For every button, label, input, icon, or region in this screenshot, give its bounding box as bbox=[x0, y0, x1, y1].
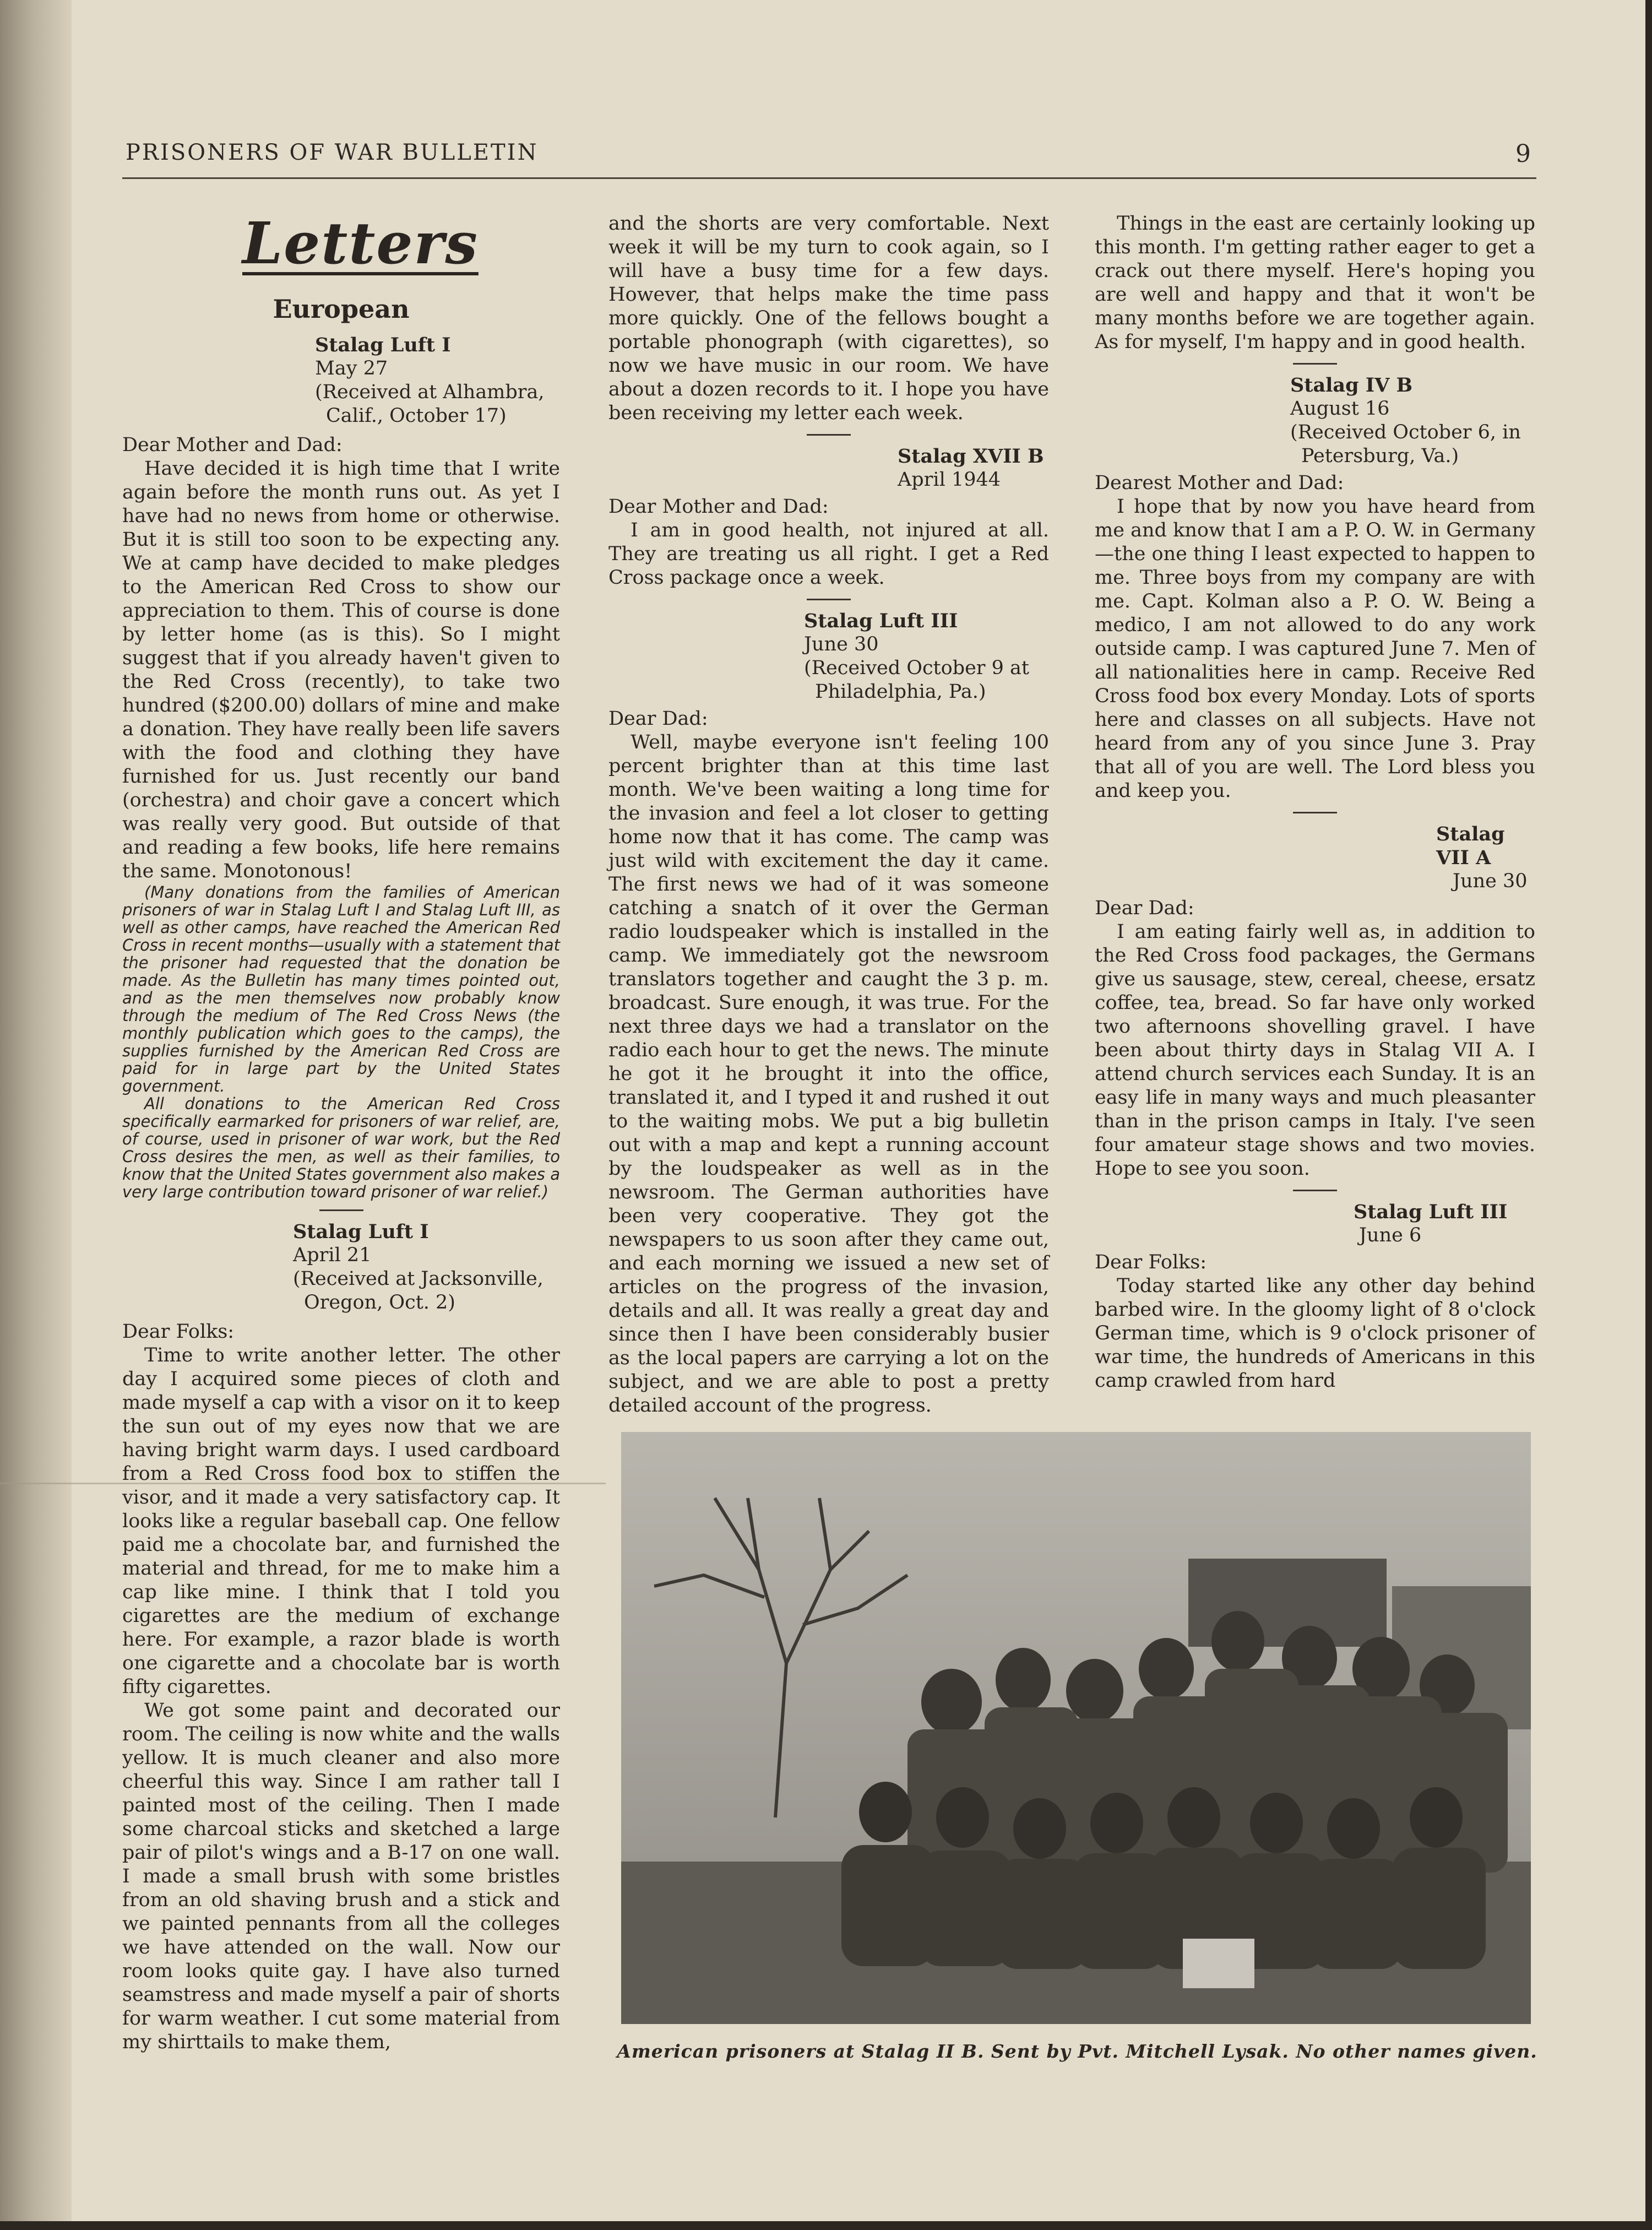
camp-name: Stalag Luft III bbox=[804, 610, 958, 632]
letter-body: Well, maybe everyone isn't feeling 100 percent brighter than at this time last month. We've been waiting a long time for the invasion and feel a lot closer to getting home now that it has come. The camp was just wild with excitement the day it came. The first news we had of it was someone catching a snatch of it over the German radio loudspeaker which is installed in the camp. We immediately got the newsroom translators together and caught the 3 p. m. broadcast. Sure enough, it was true. For the next three days we had a translator on the radio each hour to get the news. The minute he got it he brought it into the office, translated it, and I typed it and rushed it out to the waiting mobs. We put a big bulletin out with a map and kept a running account by the loudspeaker as well as in the newsroom. The German authorities have been very cooperative. They got the newspapers to us soon after they came out, and each morning we issued a new set of articles on the progress of the invasion, details and all. It was really a great day and since then I have been considerably busier as the local papers are carrying a lot on the subject, and we are able to post a pretty detailed account of the progress. bbox=[608, 731, 1049, 1417]
separator-rule bbox=[807, 434, 851, 436]
scan-edge bbox=[1645, 0, 1652, 2230]
letter-date: April 1944 bbox=[898, 469, 1001, 491]
letter-date: June 30 bbox=[1453, 870, 1528, 892]
letter-dateline bbox=[608, 444, 1049, 492]
camp-name: Stalag VII A bbox=[1436, 823, 1505, 869]
running-head: PRISONERS OF WAR BULLETIN bbox=[126, 140, 539, 165]
separator-rule bbox=[1293, 812, 1337, 813]
salutation: Dear Mother and Dad: bbox=[608, 496, 829, 518]
photo-illustration bbox=[621, 1432, 1531, 2024]
letter-body: Have decided it is high time that I write again before the month runs out. As yet I have had no news from home or otherwise. But it is still too soon to be expecting any. We at camp have decided to make pledges to the American Red Cross to show our appreciation to them. This of course is done by letter home (as is this). So I might suggest that if you already haven't given to the Red Cross (recently), to take two hundred ($200.00) dollars of mine and make a donation. They have really been life savers with the food and clothing they have furnished for us. Just recently our band (orchestra) and choir gave a concert which was really very good. But outside of that and reading a few books, life here remains the same. Monotonous! bbox=[122, 458, 560, 882]
camp-name: Stalag Luft I bbox=[293, 1220, 429, 1243]
subsection-title: European bbox=[273, 294, 410, 324]
received-line: (Received at Alhambra, bbox=[315, 381, 545, 403]
separator-rule bbox=[1293, 363, 1337, 365]
letter-body: Time to write another letter. The other day I acquired some pieces of cloth and made myself a cap with a visor on it to keep the sun out of my eyes now that we are having bright warm days. I used cardboard from a Red Cross food box to stiffen the visor, and it made a very satisfactory cap. It looks like a regular baseball cap. One fellow paid me a chocolate bar, and furnished the material and thread, for me to make him a cap like mine. I think that I told you cigarettes are the medium of exchange here. For example, a razor blade is worth one cigarette and a chocolate bar is worth fifty cigarettes. bbox=[122, 1344, 560, 1698]
letter-body: and the shorts are very comfortable. Next week it will be my turn to cook again, so I will have a busy time for a few days. However, that helps make the time pass more quickly. One of the fellows bought a portable phonograph (with cigarettes), so now we have music in our room. We have about a dozen records to it. I hope you have been receiving my letter each week. bbox=[608, 213, 1049, 424]
letter-dateline bbox=[122, 1220, 560, 1315]
letter-dateline bbox=[1095, 1200, 1535, 1247]
column-1 bbox=[122, 294, 560, 2054]
salutation: Dearest Mother and Dad: bbox=[1095, 472, 1344, 494]
letter-body: Things in the east are certainly looking up this month. I'm getting rather eager to get a crack out there myself. Here's hoping you are well and happy and that it won't be many months before we are together again. As for myself, I'm happy and in good health. bbox=[1095, 213, 1535, 353]
scan-edge bbox=[0, 2221, 1652, 2230]
received-line: (Received October 6, in bbox=[1290, 421, 1521, 443]
received-line: Calif., October 17) bbox=[326, 405, 507, 427]
salutation: Dear Dad: bbox=[1095, 897, 1194, 919]
column-2 bbox=[608, 212, 1049, 1418]
letter-date: June 30 bbox=[804, 633, 879, 655]
separator-rule bbox=[1293, 1190, 1337, 1191]
letter-body: I am in good health, not injured at all. They are treating us all right. I get a Red Cross package once a week. bbox=[608, 519, 1049, 589]
received-line: Philadelphia, Pa.) bbox=[815, 681, 986, 703]
group-photograph bbox=[621, 1432, 1531, 2024]
camp-name: Stalag XVII B bbox=[898, 445, 1044, 468]
letter-dateline bbox=[1095, 373, 1535, 468]
page-gutter bbox=[0, 0, 72, 2230]
letter-dateline bbox=[608, 609, 1049, 704]
letter-body: We got some paint and decorated our room. The ceiling is now white and the walls yellow. It is much cleaner and also more cheerful this way. Since I am rather tall I painted most of the ceiling. Then I made some charcoal sticks and sketched a large pair of pilot's wings and a B-17 on one wall. I made a small brush with some bristles from an old shaving brush and a stick and we painted pennants from all the colleges we have attended on the wall. Now our room looks quite gay. I have also turned seamstress and made myself a pair of shorts for warm weather. I cut some material from my shirttails to make them, bbox=[122, 1700, 560, 2053]
letter-body: I hope that by now you have heard from me and know that I am a P. O. W. in Germany—the one thing I least expected to happen to me. Three boys from my company are with me. Capt. Kolman also a P. O. W. Being a medico, I am not allowed to do any work outside camp. I was captured June 7. Men of all nationalities here in camp. Receive Red Cross food box every Monday. Lots of sports here and classes on all subjects. Have not heard from any of you since June 3. Pray that all of you are well. The Lord bless you and keep you. bbox=[1095, 496, 1535, 802]
editor-note: (Many donations from the families of American prisoners of war in Stalag Luft I and Stalag Luft III, as well as other camps, have reached the American Red Cross in recent months—usually with a statement that the prisoner had requested that the donation be made. As the Bulletin has many times pointed out, and as the men themselves now probably know through the medium of The Red Cross News (the monthly publication which goes to the camps), the supplies furnished by the American Red Cross are paid for in large part by the United States government. bbox=[122, 883, 560, 1095]
received-line: Oregon, Oct. 2) bbox=[304, 1292, 455, 1314]
salutation: Dear Mother and Dad: bbox=[122, 434, 343, 456]
header-rule bbox=[122, 177, 1536, 179]
editor-note: All donations to the American Red Cross specifically earmarked for prisoners of war relief, are, of course, used in prisoner of war work, but the Red Cross desires the men, as well as their families, to know that the United States government also makes a very large contribution toward prisoner of war relief.) bbox=[122, 1094, 560, 1201]
letter-date: April 21 bbox=[293, 1244, 372, 1266]
received-line: (Received October 9 at bbox=[804, 657, 1029, 679]
photo-caption: American prisoners at Stalag II B. Sent by Pvt. Mitchell Lysak. No other names given. bbox=[617, 2041, 1537, 2062]
camp-name: Stalag Luft III bbox=[1354, 1201, 1508, 1223]
letter-date: June 6 bbox=[1359, 1224, 1422, 1246]
camp-name: Stalag Luft I bbox=[315, 334, 451, 356]
salutation: Dear Folks: bbox=[1095, 1251, 1207, 1273]
column-3 bbox=[1095, 212, 1535, 1393]
salutation: Dear Folks: bbox=[122, 1321, 235, 1343]
letter-dateline bbox=[1095, 822, 1535, 893]
letter-body: I am eating fairly well as, in addition to the Red Cross food packages, the Germans give us sausage, stew, cereal, cheese, ersatz coffee, tea, bread. So far have only worked two afternoons shovelling gravel. I have been about thirty days in Stalag VII A. I attend church services each Sunday. It is an easy life in many ways and much pleasanter than in the prison camps in Italy. I've seen four amateur stage shows and two movies. Hope to see you soon. bbox=[1095, 921, 1535, 1180]
letter-date: May 27 bbox=[315, 357, 388, 379]
letter-date: August 16 bbox=[1290, 398, 1390, 420]
separator-rule bbox=[319, 1209, 363, 1211]
section-heading: Letters bbox=[242, 209, 479, 277]
letter-body: Today started like any other day behind barbed wire. In the gloomy light of 8 o'clock German time, which is 9 o'clock prisoner of war time, the hundreds of Americans in this camp crawled from hard bbox=[1095, 1275, 1535, 1392]
separator-rule bbox=[807, 599, 851, 600]
salutation: Dear Dad: bbox=[608, 708, 708, 730]
received-line: (Received at Jacksonville, bbox=[293, 1268, 544, 1290]
camp-name: Stalag IV B bbox=[1290, 374, 1413, 397]
letter-dateline bbox=[122, 333, 560, 428]
received-line: Petersburg, Va.) bbox=[1301, 445, 1459, 467]
page-number: 9 bbox=[1515, 140, 1531, 168]
